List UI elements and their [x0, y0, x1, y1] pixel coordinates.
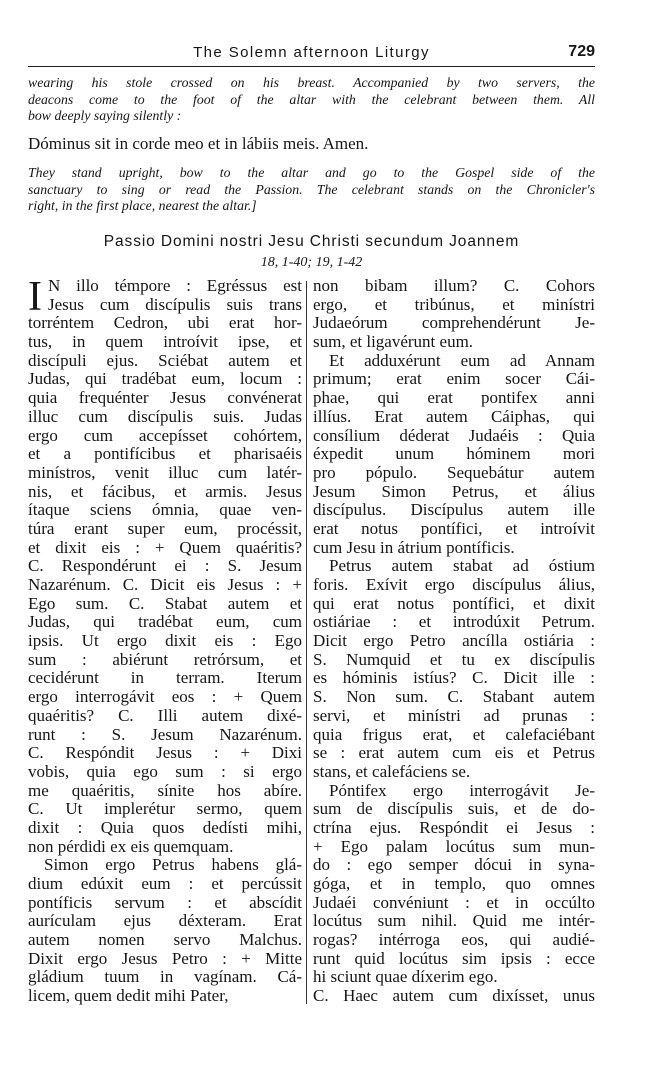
- rubric-1-line: wearing his stole crossed on his breast. Accompanied by two servers, the: [28, 75, 595, 90]
- text-line: qui erat notus pontífici, et dixit: [313, 593, 595, 613]
- text-line: cum Jesu in átrium pontíficis.: [313, 537, 515, 557]
- text-line: ipsis. Ut ergo dixit eis : Ego: [28, 631, 302, 651]
- text-line: hi sciunt quae díxerim ego.: [313, 967, 498, 987]
- text-line: C. Respondérunt ei : S. Jesum: [28, 556, 302, 576]
- text-line: sum, et ligavérunt eum.: [313, 332, 474, 352]
- text-line: góga, et in templo, quo omnes: [313, 874, 595, 893]
- text-line: primum; erat enim socer Cái-: [313, 369, 595, 389]
- text-line: Póntifex ergo interrogávit Je-: [329, 780, 595, 800]
- text-line: cecidérunt in terram. Iterum: [28, 668, 302, 688]
- text-line: Ego sum. C. Stabat autem et: [28, 593, 302, 613]
- text-line: consílium déderat Judaéis : Quia: [313, 425, 595, 445]
- text-line: + Ego palam locútus sum mun-: [313, 836, 595, 856]
- text-line: ítaque sciens ómnia, quae ven-: [28, 500, 302, 520]
- text-line: Nazarénum. C. Dicit eis Jesus : +: [28, 575, 302, 594]
- text-line: Dixit ergo Jesus Petro : + Mitte: [28, 948, 302, 968]
- text-line: runt quid locútus sim ipsis : ecce: [313, 948, 595, 968]
- text-line: S. Numquid et tu ex discípulis: [313, 649, 595, 669]
- text-line: licem, quem dedit mihi Pater,: [28, 986, 229, 1006]
- text-line: do : ego semper dócui in syna-: [313, 855, 595, 875]
- text-line: C. Ut implerétur sermo, quem: [28, 799, 302, 819]
- column-divider: [306, 281, 307, 1004]
- page-number: 729: [568, 43, 595, 60]
- text-line: erat notus pontífici, et introívit: [313, 518, 595, 538]
- text-line: Jesus cum discípulis suis trans: [48, 294, 302, 314]
- text-line: ergo cum accepísset cohórtem,: [28, 425, 302, 445]
- rubric-1-line: bow deeply saying silently :: [28, 108, 182, 123]
- text-line: dixit : Quia quos dedísti mihi,: [28, 817, 302, 837]
- text-line: autem nomen servo Malchus.: [28, 930, 302, 950]
- text-line: torréntem Cedron, ubi erat hor-: [28, 313, 302, 333]
- text-line: ergo interrogávit eos : + Quem: [28, 687, 302, 707]
- text-line: Et adduxérunt eum ad Annam: [329, 350, 595, 370]
- left-column: [28, 274, 302, 1006]
- text-line: Petrus autem stabat ad óstium: [329, 556, 595, 576]
- text-line: rogas? intérroga eos, qui audié-: [313, 930, 595, 950]
- rubric-2-line: right, in the first place, nearest the altar.]: [28, 198, 257, 213]
- text-line: quia frequénter Jesus convénerat: [28, 388, 302, 408]
- text-line: ctrína ejus. Respóndit ei Jesus :: [313, 817, 595, 837]
- text-line: tus, in quem introívit ipse, et: [28, 332, 302, 352]
- prayer-text: Dóminus sit in corde meo et in lábiis meis. Amen.: [28, 134, 369, 153]
- text-line: phae, qui erat pontifex anni: [313, 388, 595, 408]
- header-title: The Solemn afternoon Liturgy: [193, 44, 430, 61]
- rubric-1: [28, 75, 595, 125]
- rubric-2-line: sanctuary to sing or read the Passion. The celebrant stands on the Chronicler's: [28, 181, 595, 197]
- text-line: nis, et fácibus, et armis. Jesus: [28, 481, 302, 501]
- text-line: quia frigus erat, et calefaciébant: [313, 724, 595, 744]
- text-line: Simon ergo Petrus habens glá-: [44, 855, 302, 875]
- rubric-1-line: deacons come to the foot of the altar with the celebrant between them. All: [28, 91, 595, 107]
- text-line: discípulus. Discípulus autem ille: [313, 500, 595, 520]
- text-line: non pérdidi ex eis quemquam.: [28, 836, 234, 856]
- text-line: locútus sum nihil. Quid me intér-: [313, 911, 595, 931]
- drop-cap: I: [28, 274, 42, 320]
- scripture-reference: 18, 1-40; 19, 1-42: [260, 255, 363, 270]
- text-line: illíus. Erat autem Cáiphas, qui: [313, 406, 595, 426]
- text-line: túra erant super eum, procéssit,: [28, 518, 302, 538]
- text-line: sum : abiérunt retrórsum, et: [28, 649, 302, 669]
- text-line: sum de discípulis suis, et de do-: [313, 799, 595, 819]
- text-line: pontíficis servum : et abscídit: [28, 892, 302, 912]
- text-line: Judaeórum comprehendérunt Je-: [313, 313, 595, 333]
- text-line: S. Non sum. C. Stabant autem: [313, 687, 595, 707]
- text-line: stans, et calefáciens se.: [313, 761, 471, 781]
- rubric-2: [28, 165, 595, 215]
- text-line: es hóminis istíus? C. Dicit ille :: [313, 668, 595, 688]
- passion-heading: Passio Domini nostri Jesu Christi secundum Joannem: [103, 233, 520, 250]
- rubric-2-line: They stand upright, bow to the altar and go to the Gospel side of the: [28, 165, 595, 180]
- text-line: me quaéritis, sínite hos abíre.: [28, 780, 302, 800]
- text-line: et dixit eis : + Quem quaéritis?: [28, 537, 302, 557]
- text-line: minístros, venit illuc cum latér-: [28, 462, 302, 482]
- text-line: illuc cum discípulis suis. Judas: [28, 406, 302, 426]
- text-line: gládium tuum in vagínam. Cá-: [28, 967, 302, 987]
- text-line: Judas, qui tradébat eum, locum :: [28, 369, 302, 389]
- right-column: [313, 277, 595, 1006]
- text-line: ergo, et tribúnus, et minístri: [313, 294, 595, 314]
- text-line: vobis, quia ego sum : si ergo: [28, 761, 302, 781]
- text-line: Dicit ergo Petro ancílla ostiária :: [313, 631, 595, 651]
- text-line: Jesum Simon Petrus, et álius: [313, 481, 595, 501]
- text-line: aurículam ejus déxteram. Erat: [28, 911, 302, 931]
- text-line: runt : S. Jesum Nazarénum.: [28, 724, 302, 744]
- text-line: C. Haec autem cum dixísset, unus: [313, 986, 595, 1006]
- text-line: C. Respóndit Jesus : + Dixi: [28, 743, 302, 763]
- text-line: éxpedit unum hóminem mori: [313, 444, 595, 464]
- text-line: dium edúxit eum : et percússit: [28, 874, 302, 893]
- text-line: foris. Exívit ergo discípulus álius,: [313, 575, 595, 594]
- text-line: discípuli ejus. Sciébat autem et: [28, 350, 302, 370]
- text-line: se : erat autem cum eis et Petrus: [313, 743, 595, 763]
- text-line: quaéritis? C. Illi autem dixé-: [28, 705, 302, 725]
- text-line: Judaéi convéniunt : et in occúlto: [313, 892, 595, 912]
- text-line: ostiáriae : et introdúxit Petrum.: [313, 612, 595, 632]
- text-line: pro pópulo. Sequebátur autem: [313, 462, 595, 482]
- text-line: et a pontifícibus et pharisaéis: [28, 444, 302, 464]
- text-line: Judas, qui tradébat eum, cum: [28, 612, 302, 632]
- text-line: non bibam illum? C. Cohors: [313, 276, 595, 295]
- text-line: N illo témpore : Egréssus est: [48, 276, 302, 295]
- text-line: servi, et minístri ad prunas :: [313, 705, 595, 725]
- running-header: [28, 44, 595, 67]
